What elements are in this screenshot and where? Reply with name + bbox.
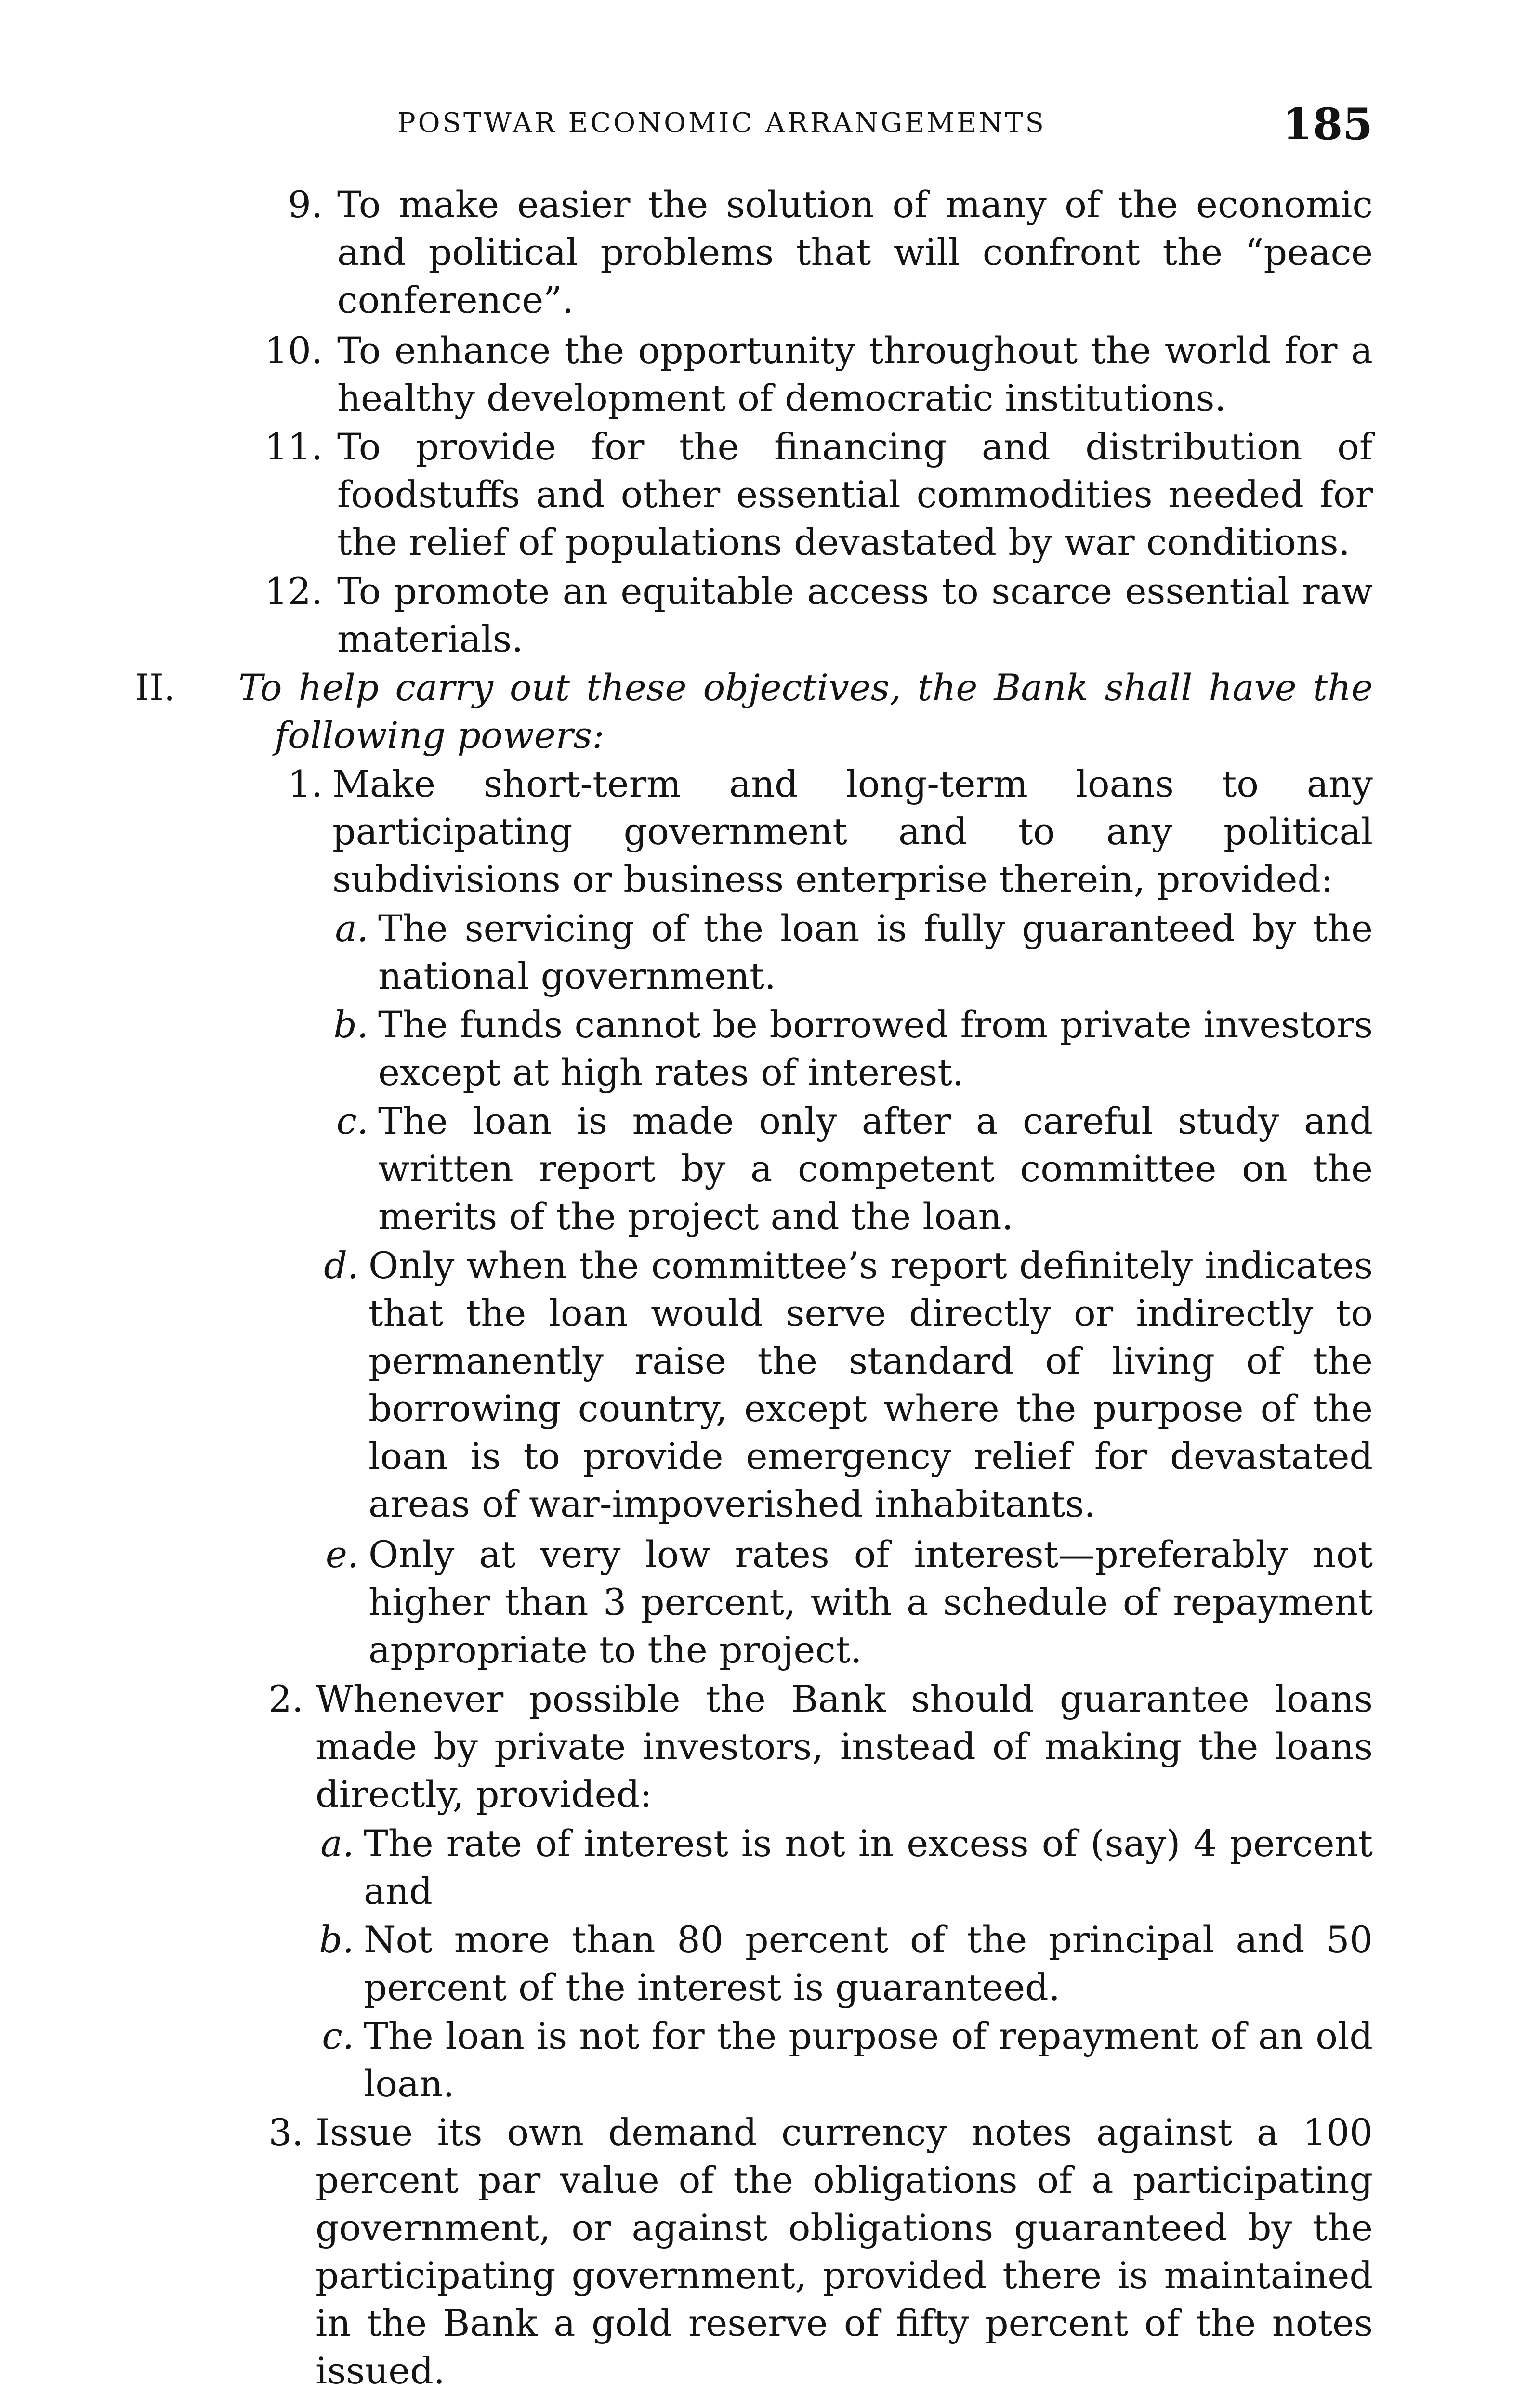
condition-letter: c. [322, 2015, 354, 2057]
list-number: 1. [288, 762, 323, 805]
list-number: 11. [264, 425, 323, 468]
section-heading: To help carry out these objectives, the Bank shall have the following powers: [238, 666, 1373, 757]
condition-text: Not more than 80 percent of the principal and 50 percent of the interest is guaranteed. [364, 1918, 1373, 2009]
list-text: To provide for the financing and distribution of foodstuffs and other essential commodities needed for the relief of populations devastated by war conditions. [337, 425, 1373, 563]
list-number: 2. [268, 1677, 303, 1720]
list-number: 12. [264, 570, 323, 613]
condition-text: The rate of interest is not in excess of (say) 4 percent and [364, 1822, 1373, 1912]
list-text: Make short-term and long-term loans to any participating government and to any political subdivisions or business enterprise therein, provided: [332, 762, 1373, 901]
list-text: To enhance the opportunity throughout the world for a healthy development of democratic institutions. [337, 329, 1373, 419]
list-number: 3. [268, 2111, 303, 2154]
condition-letter: e. [325, 1533, 359, 1576]
section-number: II. [135, 666, 176, 709]
condition-letter: c. [336, 1099, 368, 1142]
condition-letter: a. [335, 907, 368, 950]
condition-letter: b. [319, 1918, 354, 1961]
condition-text: The loan is made only after a careful study and written report by a competent committee on the merits of the project and the loan. [378, 1099, 1373, 1238]
condition-text: Only when the committee’s report definitely indicates that the loan would serve directly or indirectly to permanently raise the standard of living of the borrowing country, except where the purpose of the loan is to provide emergency relief for devastated areas of war-impoverished inhabitants. [368, 1244, 1373, 1525]
condition-letter: a. [320, 1822, 354, 1865]
condition-text: Only at very low rates of interest—preferably not higher than 3 percent, with a schedule of repayment appropriate to the project. [368, 1533, 1373, 1671]
page-header [397, 99, 1373, 152]
list-number: 10. [264, 329, 323, 372]
condition-text: The servicing of the loan is fully guaranteed by the national government. [378, 907, 1373, 997]
page-number: 185 [1282, 99, 1373, 150]
list-text: To make easier the solution of many of the economic and political problems that will confront the “peace conference”. [337, 183, 1373, 321]
condition-text: The funds cannot be borrowed from private investors except at high rates of interest. [378, 1003, 1373, 1094]
running-title: POSTWAR ECONOMIC ARRANGEMENTS [397, 107, 1046, 139]
condition-letter: b. [333, 1003, 368, 1046]
condition-text: The loan is not for the purpose of repayment of an old loan. [364, 2015, 1373, 2105]
list-text: Whenever possible the Bank should guarantee loans made by private investors, instead of making the loans directly, provided: [316, 1677, 1373, 1816]
condition-letter: d. [324, 1244, 359, 1287]
list-number: 9. [288, 183, 323, 226]
list-text: Issue its own demand currency notes against a 100 percent par value of the obligations of a participating government, or against obligations guaranteed by the participating government, provided there is maintained in the Bank a gold reserve of fifty percent of the notes issued. [316, 2111, 1373, 2392]
list-text: To promote an equitable access to scarce essential raw materials. [337, 570, 1373, 660]
